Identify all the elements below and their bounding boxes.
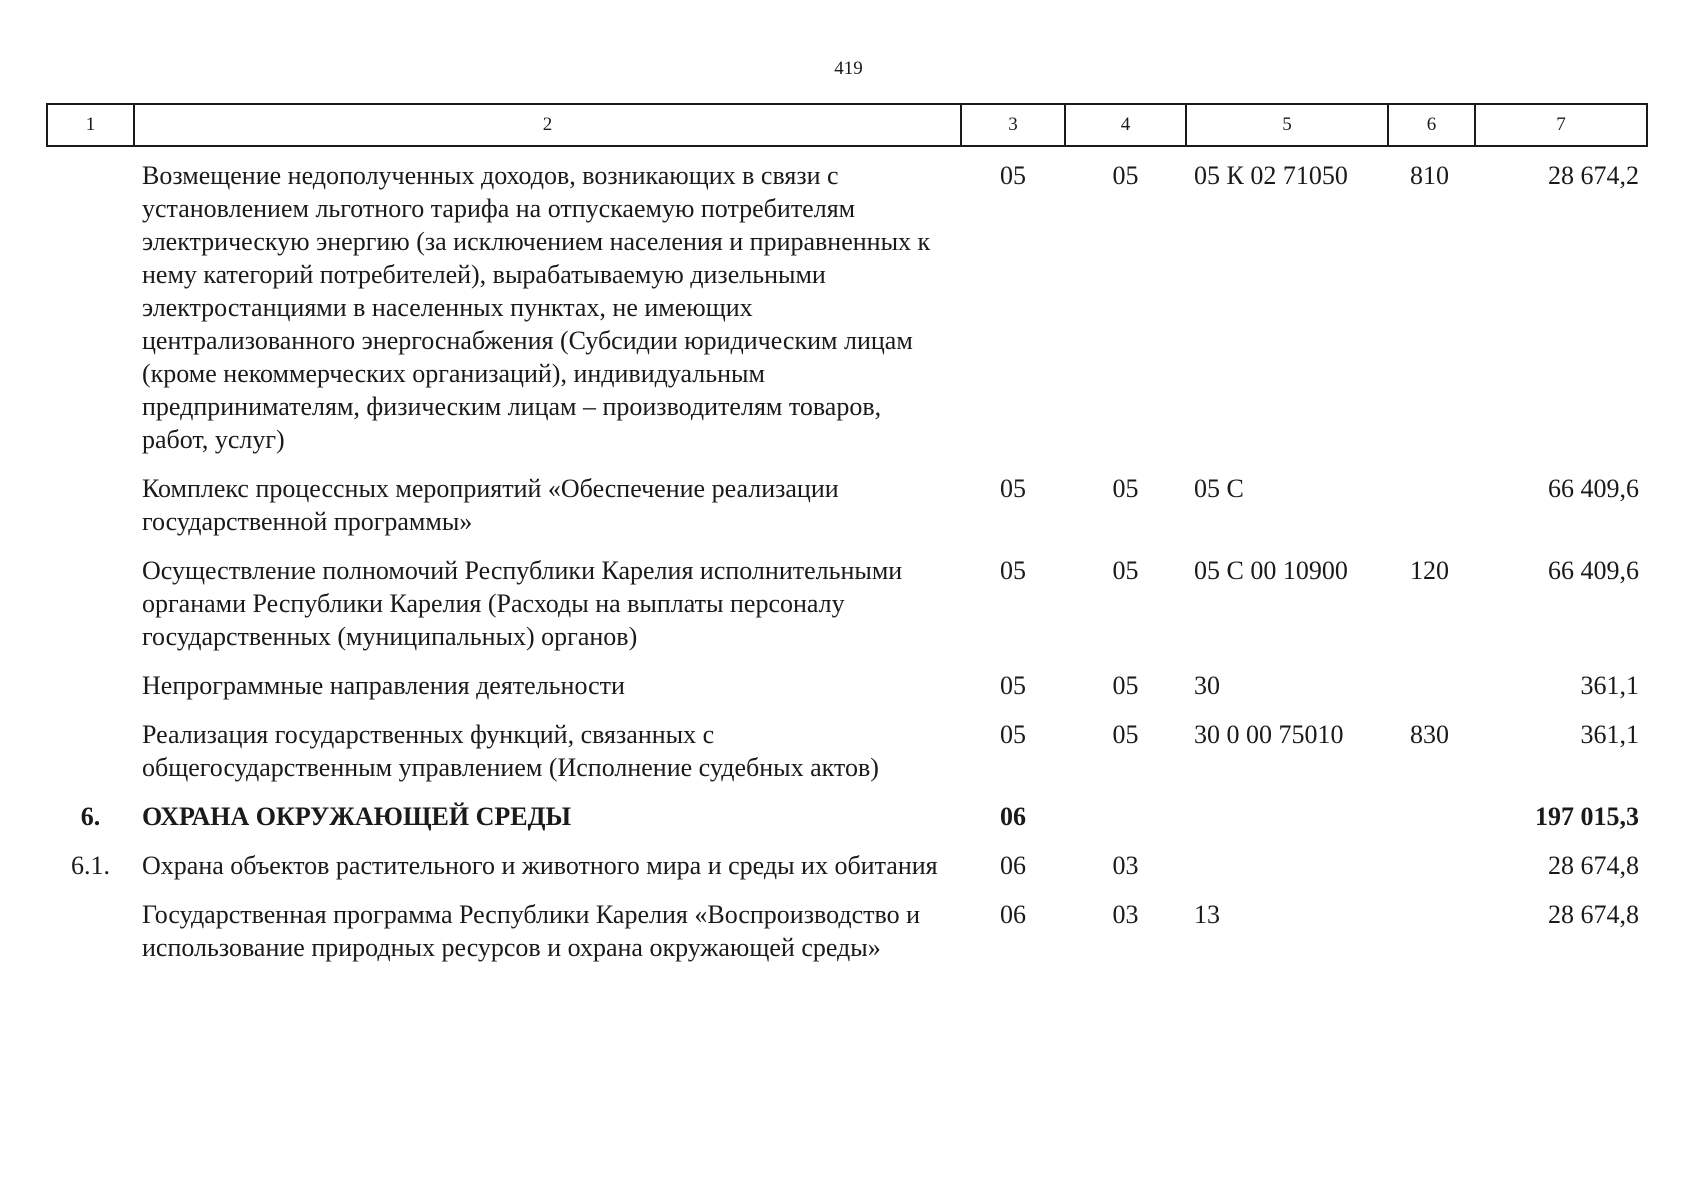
row-subsection: 05 (1112, 720, 1139, 749)
row-name: Комплекс процессных мероприятий «Обеспечение реализации государственной программы» (142, 474, 839, 536)
row-subsection: 05 (1112, 556, 1139, 585)
row-section: 06 (1000, 900, 1026, 929)
row-expense-type (1388, 849, 1475, 898)
header-col-2: 2 (134, 104, 961, 146)
table-header (47, 104, 1647, 146)
row-expense-type (1388, 898, 1475, 980)
row-number (47, 146, 134, 472)
table-body (47, 146, 1647, 980)
row-number (47, 898, 134, 980)
header-col-4: 4 (1065, 104, 1186, 146)
header-col-7: 7 (1475, 104, 1647, 146)
row-number: 6.1. (71, 851, 110, 880)
row-number (47, 669, 134, 718)
row-amount: 28 674,8 (1548, 900, 1639, 929)
row-target-code: 30 (1194, 671, 1220, 700)
row-target-code: 05 С (1194, 474, 1244, 503)
row-section: 06 (1000, 802, 1026, 831)
section-total: 197 015,3 (1535, 802, 1639, 831)
row-section: 06 (1000, 851, 1026, 880)
row-subsection: 05 (1112, 161, 1139, 190)
table-row (47, 669, 1647, 718)
row-name: Непрограммные направления деятельности (142, 671, 625, 700)
header-col-5: 5 (1186, 104, 1388, 146)
row-target-code: 13 (1194, 900, 1220, 929)
row-target-code: 05 К 02 71050 (1194, 161, 1348, 190)
row-name: Охрана объектов растительного и животного мира и среды их обитания (142, 851, 938, 880)
budget-table (46, 103, 1648, 980)
row-name: Государственная программа Республики Карелия «Воспроизводство и использование природных ресурсов и охрана окружающей среды» (142, 900, 920, 962)
table-row (47, 146, 1647, 472)
row-section: 05 (1000, 556, 1026, 585)
row-target-code: 05 С 00 10900 (1194, 556, 1348, 585)
header-col-1: 1 (47, 104, 134, 146)
row-amount: 28 674,2 (1548, 161, 1639, 190)
row-name: Возмещение недополученных доходов, возникающих в связи с установлением льготного тарифа на отпускаемую потребителям электрическую энергию (за исключением населения и приравненных к нему категорий потребителей), вырабатываемую дизельными электростанциями в населенных пунктах, не имеющих централизованного энергоснабжения (Субсидии юридическим лицам (кроме некоммерческих организаций), индивидуальным предпринимателям, физическим лицам – производителям товаров, работ, услуг) (142, 161, 931, 454)
row-subsection: 03 (1112, 851, 1139, 880)
row-expense-type (1388, 800, 1475, 849)
row-section: 05 (1000, 474, 1026, 503)
row-name: Реализация государственных функций, связанных с общегосударственным управлением (Исполнение судебных актов) (142, 720, 879, 782)
row-target-code (1186, 849, 1388, 898)
row-subsection (1065, 800, 1186, 849)
row-number (47, 472, 134, 554)
row-amount: 66 409,6 (1548, 556, 1639, 585)
header-col-3: 3 (961, 104, 1065, 146)
row-subsection: 03 (1112, 900, 1139, 929)
header-col-6: 6 (1388, 104, 1475, 146)
table-row (47, 554, 1647, 669)
row-expense-type (1388, 472, 1475, 554)
row-name: Осуществление полномочий Республики Карелия исполнительными органами Республики Карелия (Расходы на выплаты персоналу государственных (муниципальных) органов) (142, 556, 903, 651)
section-row (47, 800, 1647, 849)
section-number: 6. (80, 802, 101, 831)
row-section: 05 (1000, 671, 1026, 700)
row-amount: 361,1 (1580, 720, 1639, 749)
row-expense-type: 810 (1410, 161, 1449, 190)
table-row (47, 849, 1647, 898)
row-amount: 28 674,8 (1548, 851, 1639, 880)
page-number: 419 (834, 58, 863, 79)
header-row (47, 104, 1647, 146)
row-amount: 66 409,6 (1548, 474, 1639, 503)
row-target-code: 30 0 00 75010 (1194, 720, 1344, 749)
table-row (47, 898, 1647, 980)
row-expense-type: 120 (1410, 556, 1449, 585)
row-subsection: 05 (1112, 671, 1139, 700)
row-expense-type: 830 (1410, 720, 1449, 749)
row-section: 05 (1000, 161, 1026, 190)
row-number (47, 554, 134, 669)
row-amount: 361,1 (1580, 671, 1639, 700)
section-title: ОХРАНА ОКРУЖАЮЩЕЙ СРЕДЫ (142, 802, 571, 831)
row-section: 05 (1000, 720, 1026, 749)
row-number (47, 718, 134, 800)
row-expense-type (1388, 669, 1475, 718)
row-subsection: 05 (1112, 474, 1139, 503)
row-target-code (1186, 800, 1388, 849)
table-row (47, 472, 1647, 554)
table-row (47, 718, 1647, 800)
